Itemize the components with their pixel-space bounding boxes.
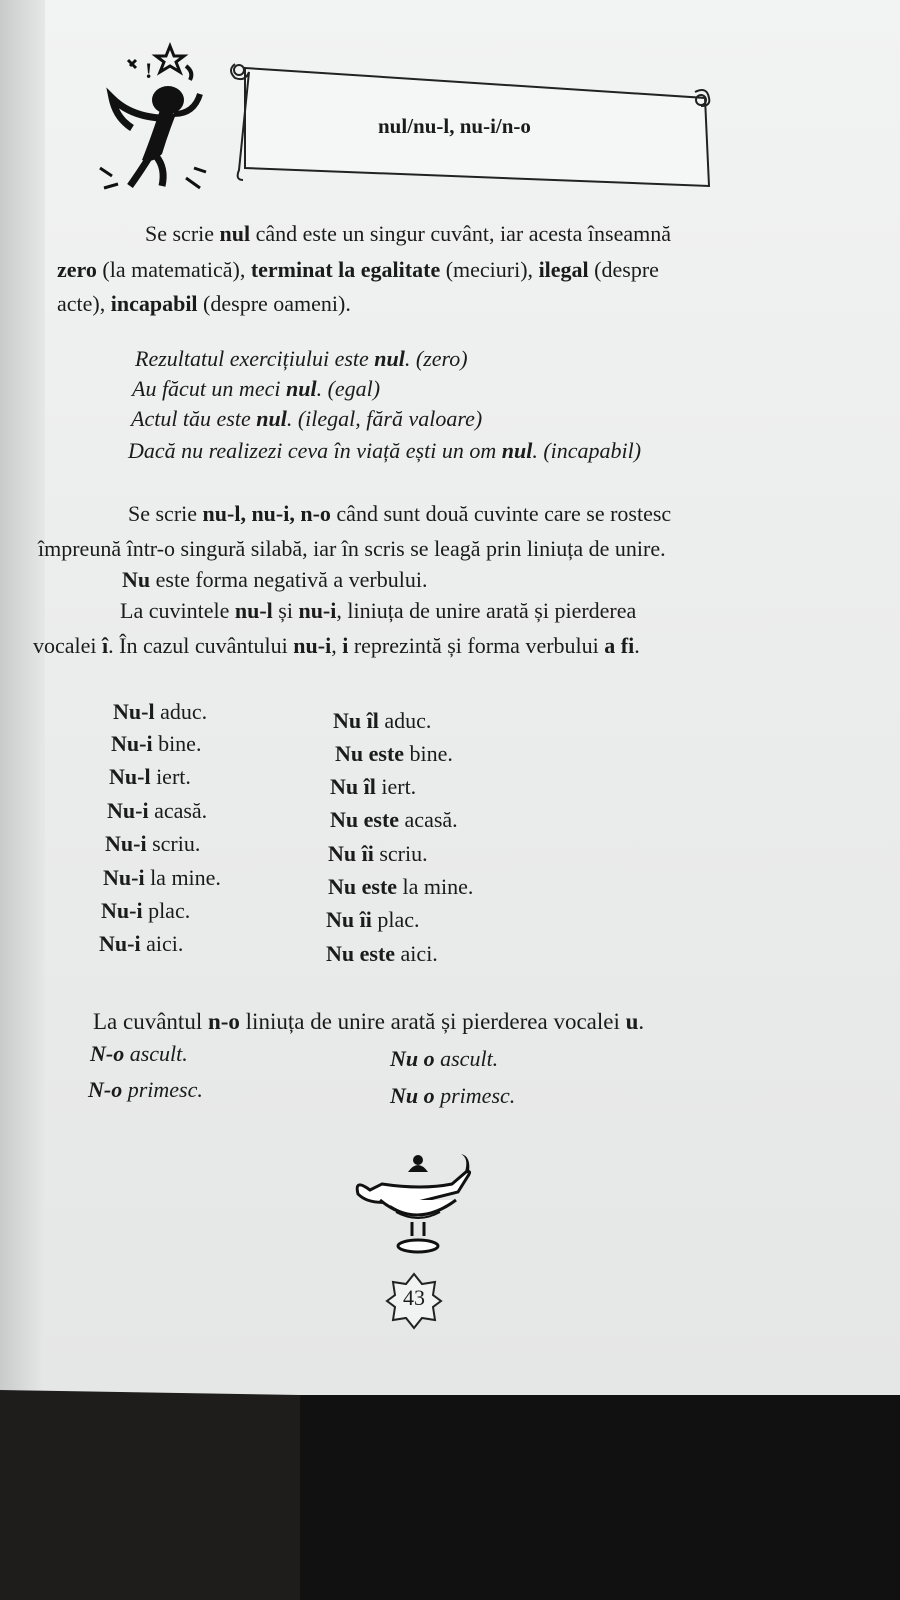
table-right-cell: Nu îl aduc. (333, 708, 432, 733)
table-right-cell: Nu este aici. (326, 941, 438, 966)
example2-right: Nu o ascult. (390, 1046, 499, 1071)
table-right-cell: Nu este la mine. (328, 874, 474, 899)
table-left-cell: Nu-l iert. (109, 764, 191, 789)
table-right-cell: Nu îi plac. (326, 907, 420, 932)
example-line: Actul tău este nul. (ilegal, fără valoare) (131, 406, 483, 431)
jumping-figure-icon (90, 38, 215, 198)
page-number: 43 (403, 1285, 425, 1310)
table-left-cell: Nu-i la mine. (103, 865, 221, 890)
table-right-cell: Nu este bine. (335, 741, 453, 766)
para2-line4: La cuvintele nu-l și nu-i, liniuța de unire arată și pierderea (120, 598, 637, 623)
table-left-cell: Nu-i acasă. (107, 798, 208, 823)
table-right-cell: Nu îl iert. (330, 774, 417, 799)
para1-line3: acte), incapabil (despre oameni). (57, 291, 351, 316)
para2-line1: Se scrie nu-l, nu-i, n-o când sunt două cuvinte care se rostesc (128, 501, 672, 526)
table-right-cell: Nu îi scriu. (328, 841, 428, 866)
example-line: Dacă nu realizezi ceva în viață ești un om nul. (incapabil) (128, 438, 642, 463)
example2-right: Nu o primesc. (390, 1083, 516, 1108)
table-left-cell: Nu-i plac. (101, 898, 191, 923)
para2-line3: Nu este forma negativă a verbului. (122, 567, 428, 592)
para2-line2: împreună într-o singură silabă, iar în scris se leagă prin liniuța de unire. (38, 536, 666, 561)
para3: La cuvântul n-o liniuța de unire arată și pierderea vocalei u. (93, 1009, 645, 1034)
example-line: Au făcut un meci nul. (egal) (132, 376, 381, 401)
para1-line2: zero (la matematică), terminat la egalitate (meciuri), ilegal (despre (57, 257, 659, 282)
page-title: nul/nu-l, nu-i/n-o (378, 114, 531, 138)
para2-line5: vocalei î. În cazul cuvântului nu-i, i reprezintă și forma verbului a fi. (33, 633, 640, 658)
table-left-cell: Nu-i bine. (111, 731, 202, 756)
background-shadow (300, 1395, 900, 1600)
example2-left: N-o ascult. (90, 1041, 188, 1066)
page-gutter (0, 0, 45, 1390)
para1-line1: Se scrie nul când este un singur cuvânt, iar acesta înseamnă (145, 221, 672, 246)
table-left-cell: Nu-i scriu. (105, 831, 201, 856)
table-right-cell: Nu este acasă. (330, 807, 458, 832)
table-left-cell: Nu-i aici. (99, 931, 184, 956)
table-left-cell: Nu-l aduc. (113, 699, 208, 724)
example2-left: N-o primesc. (88, 1077, 203, 1102)
oil-lamp-icon (350, 1150, 485, 1262)
example-line: Rezultatul exercițiului este nul. (zero) (135, 346, 468, 371)
svg-text:!: ! (145, 58, 153, 83)
